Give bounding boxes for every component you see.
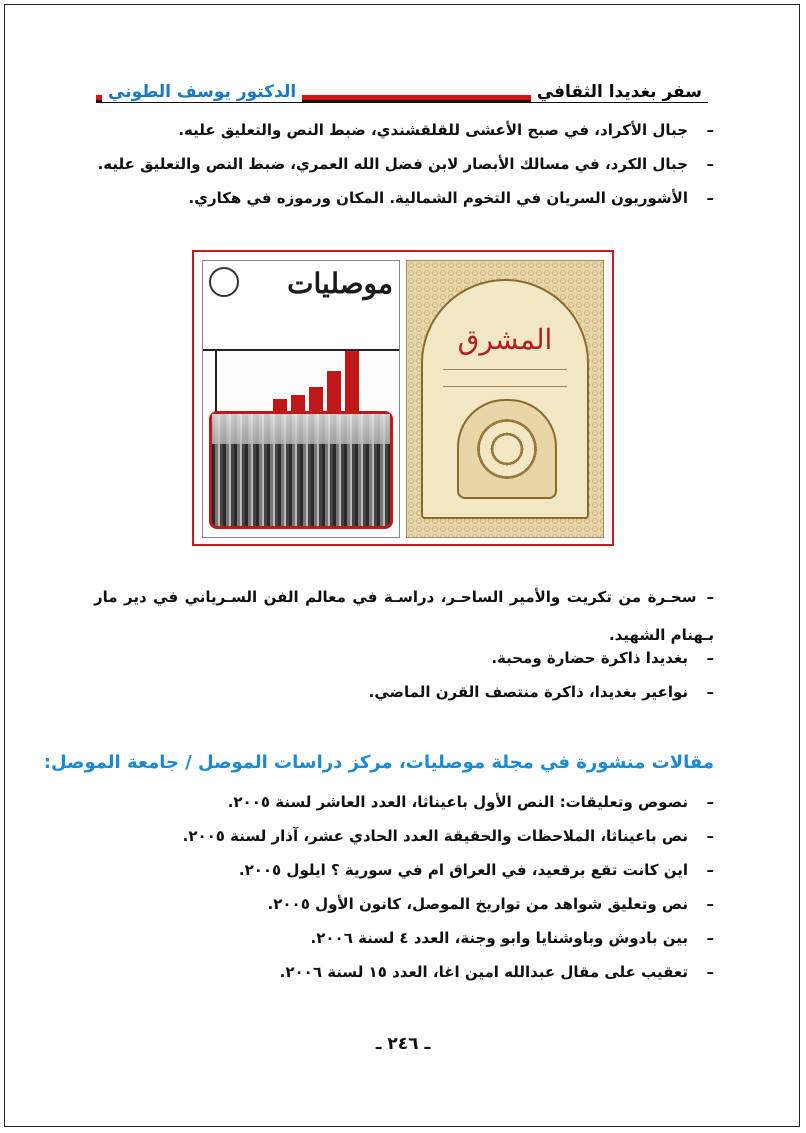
dash-icon: – — [706, 649, 714, 667]
list-item-text: جبال الأكراد، في صبح الأعشى للقلقشندي، ضبط النص والتعليق عليه. — [178, 121, 688, 139]
ornamental-arch — [421, 279, 589, 519]
magazine-covers-figure — [192, 250, 614, 546]
list-item — [94, 682, 714, 716]
dash-icon: – — [706, 895, 714, 913]
bar-graphic-icon — [273, 347, 383, 417]
cover-masthead — [203, 261, 399, 351]
arabesque-medallion-icon — [457, 399, 557, 499]
list-item — [94, 860, 714, 894]
mosuliyat-cover — [202, 260, 400, 538]
list-item-text: بغديدا ذاكرة حضارة ومحبة. — [491, 649, 688, 667]
dash-icon: – — [706, 793, 714, 811]
list-item — [94, 648, 714, 682]
city-photo — [209, 411, 393, 529]
list-item-text: نواعير بغديدا، ذاكرة منتصف القرن الماضي. — [368, 683, 688, 701]
almashriq-cover — [406, 260, 604, 538]
list-item-text: نصوص وتعليقات: النص الأول باعيناثا، العدد العاشر لسنة ٢٠٠٥. — [227, 793, 688, 811]
author-name: الدكتور يوسف الطوني — [102, 82, 302, 102]
book-title: سفر بغديدا الثقافي — [531, 82, 708, 102]
cover-subtitle-band — [443, 369, 567, 387]
dash-icon: – — [706, 155, 714, 173]
running-header — [96, 82, 708, 112]
dash-icon: – — [706, 963, 714, 981]
list-item — [94, 826, 714, 860]
dash-icon: – — [706, 929, 714, 947]
list-item-text: نص باعيناثا، الملاحظات والحقيقة العدد الحادي عشر، آذار لسنة ٢٠٠٥. — [182, 827, 688, 845]
dash-icon: – — [706, 827, 714, 845]
section-heading: مقالات منشورة في مجلة موصليات، مركز دراسات الموصل / جامعة الموصل: — [43, 752, 714, 773]
dash-icon: – — [706, 861, 714, 879]
paragraph-text: سحـرة من تكريت والأمير الساحـر، دراسـة في معالم الفن السـرياني في دير مار بـهنام الشهيد. — [94, 588, 714, 644]
list-item-text: اين كانت تقع برقعيد، في العراق ام في سورية ؟ ايلول ٢٠٠٥. — [238, 861, 688, 879]
list-item — [94, 792, 714, 826]
cover-right-title: المشرق — [457, 323, 553, 356]
list-bottom — [94, 792, 714, 996]
list-item-text: تعقيب على مقال عبدالله امين اغا، العدد ١٥ لسنة ٢٠٠٦. — [279, 963, 688, 981]
dash-icon: – — [706, 121, 714, 139]
dash-icon: – — [706, 588, 714, 606]
page-number: ـ ٢٤٦ ـ — [375, 1034, 431, 1054]
list-item-text: جبال الكرد، في مسالك الأبصار لابن فضل الله العمري، ضبط النص والتعليق عليه. — [97, 155, 688, 173]
list-item — [94, 894, 714, 928]
dash-icon: – — [706, 189, 714, 207]
cover-left-title: موصليات — [287, 267, 393, 300]
list-item — [94, 928, 714, 962]
list-item-text: بين بادوش وباوشنايا وابو وجنة، العدد ٤ لسنة ٢٠٠٦. — [310, 929, 688, 947]
paragraph-item — [94, 578, 714, 654]
list-item-text: الأشوريون السريان في التخوم الشمالية. المكان ورموزه في هكاري. — [188, 189, 688, 207]
list-item — [94, 120, 714, 154]
list-middle — [94, 648, 714, 716]
list-item — [94, 962, 714, 996]
university-emblem-icon — [209, 267, 239, 297]
list-item-text: نص وتعليق شواهد من تواريخ الموصل، كانون الأول ٢٠٠٥. — [267, 895, 688, 913]
list-item — [94, 188, 714, 222]
list-top — [94, 120, 714, 222]
dash-icon: – — [706, 683, 714, 701]
list-item — [94, 154, 714, 188]
